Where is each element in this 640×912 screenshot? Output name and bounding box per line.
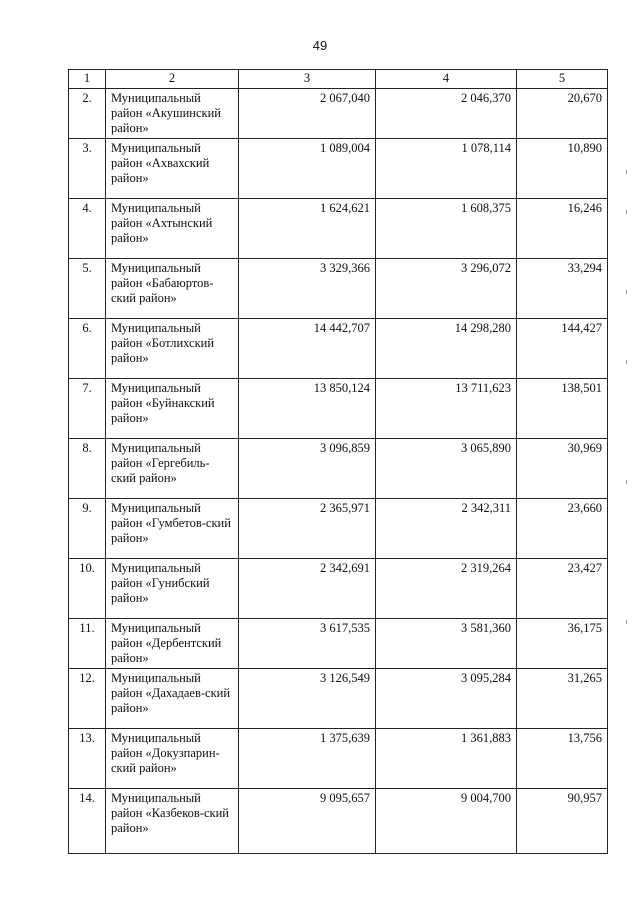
column-3-value-cell: 3 329,366 xyxy=(239,259,376,319)
row-number-cell: 3. xyxy=(69,139,106,199)
district-name-cell: Муниципальный район «Ахтынский район» xyxy=(106,199,239,259)
column-5-value-cell: 33,294 xyxy=(517,259,608,319)
column-header-1: 1 xyxy=(69,70,106,89)
district-name-cell: Муниципальный район «Ботлихский район» xyxy=(106,319,239,379)
column-4-value-cell: 1 608,375 xyxy=(376,199,517,259)
column-header-4: 4 xyxy=(376,70,517,89)
column-5-value-cell: 31,265 xyxy=(517,669,608,729)
district-name-cell: Муниципальный район «Бабаюртов-ский район» xyxy=(106,259,239,319)
column-4-value-cell: 3 581,360 xyxy=(376,619,517,669)
district-name-cell: Муниципальный район «Буйнакский район» xyxy=(106,379,239,439)
column-3-value-cell: 1 624,621 xyxy=(239,199,376,259)
column-3-value-cell: 3 096,859 xyxy=(239,439,376,499)
district-name-cell: Муниципальный район «Казбеков-ский район» xyxy=(106,789,239,854)
margin-marks xyxy=(626,150,636,770)
row-number-cell: 8. xyxy=(69,439,106,499)
column-5-value-cell: 90,957 xyxy=(517,789,608,854)
column-3-value-cell: 3 126,549 xyxy=(239,669,376,729)
column-4-value-cell: 3 095,284 xyxy=(376,669,517,729)
row-number-cell: 4. xyxy=(69,199,106,259)
table-row xyxy=(69,559,608,619)
district-name-cell: Муниципальный район «Гергебиль-ский район» xyxy=(106,439,239,499)
column-5-value-cell: 10,890 xyxy=(517,139,608,199)
district-name-cell: Муниципальный район «Докузпарин-ский район» xyxy=(106,729,239,789)
column-4-value-cell: 3 065,890 xyxy=(376,439,517,499)
district-name-cell: Муниципальный район «Дахадаев-ский район» xyxy=(106,669,239,729)
row-number-cell: 11. xyxy=(69,619,106,669)
column-4-value-cell: 2 319,264 xyxy=(376,559,517,619)
column-3-value-cell: 1 375,639 xyxy=(239,729,376,789)
district-name-cell: Муниципальный район «Акушинский район» xyxy=(106,89,239,139)
district-name-cell: Муниципальный район «Гумбетов-ский район» xyxy=(106,499,239,559)
data-table xyxy=(68,69,608,854)
column-3-value-cell: 13 850,124 xyxy=(239,379,376,439)
table-row xyxy=(69,379,608,439)
column-header-3: 3 xyxy=(239,70,376,89)
column-3-value-cell: 14 442,707 xyxy=(239,319,376,379)
column-3-value-cell: 9 095,657 xyxy=(239,789,376,854)
column-5-value-cell: 138,501 xyxy=(517,379,608,439)
district-name-cell: Муниципальный район «Гунибский район» xyxy=(106,559,239,619)
table-row xyxy=(69,669,608,729)
column-5-value-cell: 13,756 xyxy=(517,729,608,789)
column-5-value-cell: 30,969 xyxy=(517,439,608,499)
row-number-cell: 2. xyxy=(69,89,106,139)
column-header-2: 2 xyxy=(106,70,239,89)
row-number-cell: 12. xyxy=(69,669,106,729)
table-row xyxy=(69,439,608,499)
column-4-value-cell: 9 004,700 xyxy=(376,789,517,854)
column-3-value-cell: 2 342,691 xyxy=(239,559,376,619)
column-header-5: 5 xyxy=(517,70,608,89)
column-4-value-cell: 2 342,311 xyxy=(376,499,517,559)
header-row xyxy=(69,70,608,89)
table-row xyxy=(69,319,608,379)
table-row xyxy=(69,499,608,559)
column-3-value-cell: 2 067,040 xyxy=(239,89,376,139)
table-row xyxy=(69,729,608,789)
row-number-cell: 7. xyxy=(69,379,106,439)
row-number-cell: 6. xyxy=(69,319,106,379)
table-row xyxy=(69,89,608,139)
column-5-value-cell: 36,175 xyxy=(517,619,608,669)
district-name-cell: Муниципальный район «Дербентский район» xyxy=(106,619,239,669)
column-3-value-cell: 3 617,535 xyxy=(239,619,376,669)
row-number-cell: 14. xyxy=(69,789,106,854)
column-5-value-cell: 20,670 xyxy=(517,89,608,139)
column-3-value-cell: 2 365,971 xyxy=(239,499,376,559)
row-number-cell: 10. xyxy=(69,559,106,619)
page-number: 49 xyxy=(312,38,328,53)
column-5-value-cell: 23,660 xyxy=(517,499,608,559)
column-5-value-cell: 16,246 xyxy=(517,199,608,259)
table-row xyxy=(69,789,608,854)
column-4-value-cell: 14 298,280 xyxy=(376,319,517,379)
column-5-value-cell: 144,427 xyxy=(517,319,608,379)
column-4-value-cell: 3 296,072 xyxy=(376,259,517,319)
column-4-value-cell: 13 711,623 xyxy=(376,379,517,439)
table-row xyxy=(69,199,608,259)
table-row xyxy=(69,259,608,319)
row-number-cell: 5. xyxy=(69,259,106,319)
table-row xyxy=(69,619,608,669)
district-name-cell: Муниципальный район «Ахвахский район» xyxy=(106,139,239,199)
row-number-cell: 9. xyxy=(69,499,106,559)
column-4-value-cell: 2 046,370 xyxy=(376,89,517,139)
column-5-value-cell: 23,427 xyxy=(517,559,608,619)
table-row xyxy=(69,139,608,199)
column-4-value-cell: 1 361,883 xyxy=(376,729,517,789)
column-4-value-cell: 1 078,114 xyxy=(376,139,517,199)
column-3-value-cell: 1 089,004 xyxy=(239,139,376,199)
row-number-cell: 13. xyxy=(69,729,106,789)
